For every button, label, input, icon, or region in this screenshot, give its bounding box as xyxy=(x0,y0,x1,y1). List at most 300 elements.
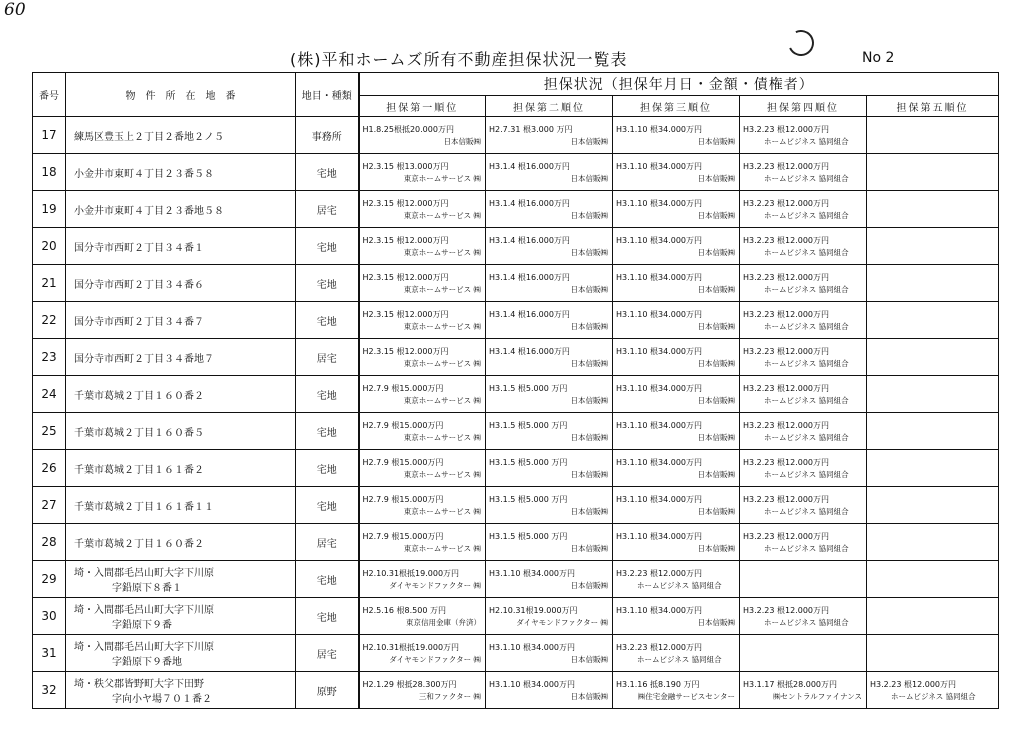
collateral-amount: H3.1.4 根16.000万円 xyxy=(489,199,570,208)
collateral-table xyxy=(32,72,999,709)
row-number: 18 xyxy=(33,154,66,191)
collateral-rank-5 xyxy=(867,561,999,598)
collateral-amount: H3.1.10 根34.000万円 xyxy=(616,347,702,356)
collateral-amount: H3.2.23 根12.000万円 xyxy=(743,310,829,319)
collateral-amount: H3.1.4 根16.000万円 xyxy=(489,162,570,171)
collateral-rank-5 xyxy=(867,376,999,413)
property-location xyxy=(66,302,296,339)
creditor-name: 東京ホームサービス ㈱ xyxy=(403,470,481,479)
row-number: 32 xyxy=(33,672,66,709)
collateral-rank-2 xyxy=(486,672,613,709)
collateral-amount: H3.1.5 根5.000 万円 xyxy=(489,384,568,393)
collateral-rank-2 xyxy=(486,117,613,154)
location-line-2: 字向小ヤ場７０１番２ xyxy=(112,694,212,705)
collateral-rank-5 xyxy=(867,339,999,376)
collateral-amount: H2.3.15 根12.000万円 xyxy=(362,310,449,319)
collateral-amount: H2.3.15 根12.000万円 xyxy=(362,199,449,208)
creditor-name: 東京ホームサービス ㈱ xyxy=(403,285,481,294)
collateral-amount: H3.2.23 根12.000万円 xyxy=(743,162,829,171)
header-rank-4: 担保第四順位 xyxy=(740,96,867,117)
collateral-amount: H3.1.4 根16.000万円 xyxy=(489,273,570,282)
table-row xyxy=(33,376,999,413)
creditor-name: 三和ファクター ㈱ xyxy=(418,692,481,701)
collateral-amount: H3.1.5 根5.000 万円 xyxy=(489,458,568,467)
collateral-rank-2 xyxy=(486,635,613,672)
collateral-rank-3 xyxy=(613,265,740,302)
collateral-amount: H2.7.9 根15.000万円 xyxy=(362,532,444,541)
collateral-amount: H2.3.15 根13.000万円 xyxy=(362,162,449,171)
table-row xyxy=(33,191,999,228)
land-type: 宅地 xyxy=(296,487,359,524)
creditor-name: ダイヤモンドファクター ㈱ xyxy=(389,581,481,590)
location-line-1: 国分寺市西町２丁目３４番１ xyxy=(74,242,204,254)
creditor-name: ホームビジネス 協同組合 xyxy=(891,692,976,701)
location-line-1: 埼・秩父郡皆野町大字下田野 xyxy=(74,679,204,690)
collateral-amount: H3.2.23 根12.000万円 xyxy=(616,643,702,652)
creditor-name: 日本信販㈱ xyxy=(570,211,608,220)
collateral-rank-4 xyxy=(740,450,867,487)
creditor-name: 日本信販㈱ xyxy=(570,285,608,294)
property-location xyxy=(66,524,296,561)
table-row xyxy=(33,635,999,672)
collateral-rank-4 xyxy=(740,117,867,154)
creditor-name: 日本信販㈱ xyxy=(697,285,735,294)
creditor-name: ホームビジネス 協同組合 xyxy=(764,285,849,294)
row-number: 20 xyxy=(33,228,66,265)
collateral-amount: H2.5.16 根8.500 万円 xyxy=(362,606,446,615)
table-row xyxy=(33,413,999,450)
creditor-name: 日本信販㈱ xyxy=(570,433,608,442)
creditor-name: 日本信販㈱ xyxy=(697,544,735,553)
land-type: 宅地 xyxy=(296,376,359,413)
collateral-amount: H3.2.23 根12.000万円 xyxy=(743,125,829,134)
collateral-amount: H3.2.23 根12.000万円 xyxy=(743,384,829,393)
land-type: 居宅 xyxy=(296,339,359,376)
property-location xyxy=(66,450,296,487)
property-location xyxy=(66,413,296,450)
collateral-amount: H3.1.10 根34.000万円 xyxy=(616,236,702,245)
collateral-amount: H3.2.23 根12.000万円 xyxy=(870,680,956,689)
creditor-name: 日本信販㈱ xyxy=(570,692,608,701)
collateral-amount: H2.7.9 根15.000万円 xyxy=(362,421,444,430)
land-type: 居宅 xyxy=(296,635,359,672)
land-type: 居宅 xyxy=(296,524,359,561)
property-location xyxy=(66,154,296,191)
collateral-amount: H3.1.4 根16.000万円 xyxy=(489,347,570,356)
creditor-name: ホームビジネス 協同組合 xyxy=(764,137,849,146)
collateral-rank-5 xyxy=(867,672,999,709)
collateral-amount: H3.1.10 根34.000万円 xyxy=(616,310,702,319)
header-type: 地目・種類 xyxy=(296,73,359,117)
creditor-name: ダイヤモンドファクター ㈱ xyxy=(516,618,608,627)
collateral-rank-4 xyxy=(740,487,867,524)
collateral-rank-2 xyxy=(486,376,613,413)
collateral-rank-1 xyxy=(359,265,486,302)
land-type: 宅地 xyxy=(296,302,359,339)
row-number: 29 xyxy=(33,561,66,598)
collateral-rank-4 xyxy=(740,635,867,672)
property-location xyxy=(66,265,296,302)
collateral-rank-2 xyxy=(486,524,613,561)
table-row xyxy=(33,154,999,191)
creditor-name: ㈱セントラルファイナンス xyxy=(772,692,862,701)
location-line-1: 埼・入間郡毛呂山町大字下川原 xyxy=(74,568,214,579)
property-location xyxy=(66,561,296,598)
collateral-amount: H3.1.10 根34.000万円 xyxy=(616,125,702,134)
creditor-name: ホームビジネス 協同組合 xyxy=(764,433,849,442)
location-line-1: 千葉市葛城２丁目１６０番５ xyxy=(74,427,204,439)
collateral-amount: H3.2.23 根12.000万円 xyxy=(743,495,829,504)
collateral-rank-5 xyxy=(867,413,999,450)
row-number: 24 xyxy=(33,376,66,413)
land-type: 宅地 xyxy=(296,598,359,635)
creditor-name: 日本信販㈱ xyxy=(697,507,735,516)
collateral-amount: H2.10.31根抵19.000万円 xyxy=(362,643,460,652)
collateral-amount: H3.1.17 根抵28.000万円 xyxy=(743,680,837,689)
collateral-rank-1 xyxy=(359,376,486,413)
collateral-rank-3 xyxy=(613,561,740,598)
collateral-amount: H3.1.5 根5.000 万円 xyxy=(489,421,568,430)
creditor-name: 日本信販㈱ xyxy=(697,174,735,183)
land-type: 宅地 xyxy=(296,154,359,191)
collateral-rank-2 xyxy=(486,561,613,598)
collateral-rank-4 xyxy=(740,191,867,228)
row-number: 31 xyxy=(33,635,66,672)
creditor-name: 日本信販㈱ xyxy=(697,396,735,405)
collateral-rank-2 xyxy=(486,487,613,524)
collateral-rank-1 xyxy=(359,598,486,635)
collateral-rank-1 xyxy=(359,672,486,709)
collateral-amount: H3.2.23 根12.000万円 xyxy=(616,569,702,578)
table-row xyxy=(33,265,999,302)
collateral-rank-3 xyxy=(613,487,740,524)
land-type: 宅地 xyxy=(296,450,359,487)
creditor-name: 東京ホームサービス ㈱ xyxy=(403,322,481,331)
collateral-amount: H3.1.5 根5.000 万円 xyxy=(489,532,568,541)
collateral-amount: H3.1.16 抵8.190 万円 xyxy=(616,680,700,689)
collateral-amount: H3.1.4 根16.000万円 xyxy=(489,236,570,245)
collateral-rank-5 xyxy=(867,117,999,154)
collateral-rank-4 xyxy=(740,561,867,598)
collateral-rank-5 xyxy=(867,302,999,339)
collateral-amount: H2.7.9 根15.000万円 xyxy=(362,384,444,393)
collateral-rank-4 xyxy=(740,524,867,561)
collateral-amount: H3.1.10 根34.000万円 xyxy=(489,680,575,689)
collateral-rank-3 xyxy=(613,450,740,487)
property-location xyxy=(66,635,296,672)
collateral-rank-5 xyxy=(867,228,999,265)
property-location xyxy=(66,487,296,524)
collateral-amount: H1.8.25根抵20.000万円 xyxy=(362,125,454,134)
collateral-rank-1 xyxy=(359,561,486,598)
collateral-rank-3 xyxy=(613,376,740,413)
collateral-rank-1 xyxy=(359,191,486,228)
collateral-amount: H3.1.10 根34.000万円 xyxy=(616,384,702,393)
table-row xyxy=(33,450,999,487)
collateral-rank-3 xyxy=(613,154,740,191)
header-no: 番号 xyxy=(33,73,66,117)
property-location xyxy=(66,228,296,265)
row-number: 25 xyxy=(33,413,66,450)
land-type: 宅地 xyxy=(296,413,359,450)
header-collateral-status: 担保状況（担保年月日・金額・債権者） xyxy=(359,73,999,96)
collateral-rank-1 xyxy=(359,450,486,487)
creditor-name: 日本信販㈱ xyxy=(570,507,608,516)
collateral-rank-3 xyxy=(613,339,740,376)
header-rank-1: 担保第一順位 xyxy=(359,96,486,117)
creditor-name: 東京ホームサービス ㈱ xyxy=(403,544,481,553)
table-row xyxy=(33,117,999,154)
creditor-name: 日本信販㈱ xyxy=(570,396,608,405)
creditor-name: 東京ホームサービス ㈱ xyxy=(403,359,481,368)
row-number: 19 xyxy=(33,191,66,228)
collateral-rank-5 xyxy=(867,265,999,302)
collateral-amount: H2.10.31根抵19.000万円 xyxy=(362,569,460,578)
property-location xyxy=(66,117,296,154)
creditor-name: 日本信販㈱ xyxy=(697,211,735,220)
creditor-name: ホームビジネス 協同組合 xyxy=(764,174,849,183)
header-rank-5: 担保第五順位 xyxy=(867,96,999,117)
land-type: 原野 xyxy=(296,672,359,709)
location-line-2: 字鉛原下８番１ xyxy=(112,583,182,594)
creditor-name: 日本信販㈱ xyxy=(570,174,608,183)
creditor-name: 東京ホームサービス ㈱ xyxy=(403,211,481,220)
collateral-rank-5 xyxy=(867,154,999,191)
creditor-name: ホームビジネス 協同組合 xyxy=(764,396,849,405)
collateral-rank-2 xyxy=(486,302,613,339)
location-line-2: 字鉛原下９番地 xyxy=(112,657,182,668)
land-type: 居宅 xyxy=(296,191,359,228)
collateral-rank-5 xyxy=(867,191,999,228)
collateral-amount: H3.2.23 根12.000万円 xyxy=(743,199,829,208)
table-row xyxy=(33,524,999,561)
collateral-rank-4 xyxy=(740,154,867,191)
creditor-name: 東京信用金庫（弁済） xyxy=(406,618,481,627)
collateral-amount: H3.2.23 根12.000万円 xyxy=(743,236,829,245)
collateral-rank-4 xyxy=(740,339,867,376)
location-line-1: 千葉市葛城２丁目１６１番２ xyxy=(74,464,204,476)
row-number: 30 xyxy=(33,598,66,635)
table-row xyxy=(33,598,999,635)
creditor-name: 東京ホームサービス ㈱ xyxy=(403,396,481,405)
creditor-name: ホームビジネス 協同組合 xyxy=(764,359,849,368)
collateral-rank-3 xyxy=(613,672,740,709)
collateral-amount: H3.1.10 根34.000万円 xyxy=(616,606,702,615)
land-type: 宅地 xyxy=(296,228,359,265)
collateral-rank-1 xyxy=(359,339,486,376)
collateral-rank-4 xyxy=(740,376,867,413)
table-row xyxy=(33,487,999,524)
collateral-rank-2 xyxy=(486,339,613,376)
land-type: 宅地 xyxy=(296,561,359,598)
collateral-rank-3 xyxy=(613,524,740,561)
creditor-name: 日本信販㈱ xyxy=(570,359,608,368)
creditor-name: 日本信販㈱ xyxy=(570,137,608,146)
collateral-rank-2 xyxy=(486,228,613,265)
collateral-amount: H3.2.23 根12.000万円 xyxy=(743,421,829,430)
row-number: 27 xyxy=(33,487,66,524)
header-rank-2: 担保第二順位 xyxy=(486,96,613,117)
page-number: No 2 xyxy=(862,50,895,66)
collateral-amount: H2.7.9 根15.000万円 xyxy=(362,458,444,467)
collateral-amount: H3.1.5 根5.000 万円 xyxy=(489,495,568,504)
collateral-rank-3 xyxy=(613,302,740,339)
collateral-amount: H2.10.31根19.000万円 xyxy=(489,606,578,615)
table-row xyxy=(33,672,999,709)
creditor-name: ホームビジネス 協同組合 xyxy=(764,544,849,553)
creditor-name: 東京ホームサービス ㈱ xyxy=(403,248,481,257)
collateral-rank-2 xyxy=(486,413,613,450)
header-rank-3: 担保第三順位 xyxy=(613,96,740,117)
creditor-name: 日本信販㈱ xyxy=(570,581,608,590)
collateral-amount: H2.1.29 根抵28.300万円 xyxy=(362,680,457,689)
collateral-rank-4 xyxy=(740,672,867,709)
creditor-name: 日本信販㈱ xyxy=(443,137,481,146)
creditor-name: 日本信販㈱ xyxy=(697,248,735,257)
collateral-rank-4 xyxy=(740,413,867,450)
creditor-name: 日本信販㈱ xyxy=(697,359,735,368)
collateral-amount: H3.2.23 根12.000万円 xyxy=(743,532,829,541)
collateral-rank-4 xyxy=(740,228,867,265)
creditor-name: ダイヤモンドファクター ㈱ xyxy=(389,655,481,664)
collateral-amount: H3.1.10 根34.000万円 xyxy=(616,495,702,504)
collateral-rank-4 xyxy=(740,302,867,339)
location-line-1: 練馬区豊玉上２丁目２番地２ノ５ xyxy=(74,131,224,143)
collateral-rank-1 xyxy=(359,487,486,524)
creditor-name: 日本信販㈱ xyxy=(570,655,608,664)
creditor-name: 東京ホームサービス ㈱ xyxy=(403,174,481,183)
table-row xyxy=(33,302,999,339)
collateral-rank-3 xyxy=(613,117,740,154)
property-location xyxy=(66,672,296,709)
creditor-name: 日本信販㈱ xyxy=(697,618,735,627)
location-line-1: 埼・入間郡毛呂山町大字下川原 xyxy=(74,605,214,616)
collateral-amount: H3.2.23 根12.000万円 xyxy=(743,347,829,356)
creditor-name: 日本信販㈱ xyxy=(697,322,735,331)
location-line-1: 国分寺市西町２丁目３４番地７ xyxy=(74,353,214,365)
collateral-amount: H3.1.10 根34.000万円 xyxy=(616,532,702,541)
row-number: 28 xyxy=(33,524,66,561)
collateral-amount: H3.2.23 根12.000万円 xyxy=(743,458,829,467)
margin-note: 60 xyxy=(4,0,26,20)
table-row xyxy=(33,339,999,376)
creditor-name: 東京ホームサービス ㈱ xyxy=(403,433,481,442)
location-line-1: 千葉市葛城２丁目１６０番２ xyxy=(74,538,204,550)
row-number: 22 xyxy=(33,302,66,339)
page-title: (株)平和ホームズ所有不動産担保状況一覧表 xyxy=(290,50,628,69)
collateral-amount: H3.1.10 根34.000万円 xyxy=(616,162,702,171)
location-line-1: 千葉市葛城２丁目１６０番２ xyxy=(74,390,204,402)
land-type: 宅地 xyxy=(296,265,359,302)
creditor-name: ホームビジネス 協同組合 xyxy=(764,248,849,257)
collateral-amount: H2.3.15 根12.000万円 xyxy=(362,236,449,245)
circle-mark-icon xyxy=(784,26,817,59)
creditor-name: ホームビジネス 協同組合 xyxy=(764,211,849,220)
collateral-rank-5 xyxy=(867,450,999,487)
location-line-1: 小金井市東町４丁目２３番地５８ xyxy=(74,205,224,217)
table-row xyxy=(33,228,999,265)
collateral-rank-5 xyxy=(867,598,999,635)
location-line-2: 字鉛原下９番 xyxy=(112,620,172,631)
location-line-1: 国分寺市西町２丁目３４番６ xyxy=(74,279,204,291)
collateral-amount: H3.2.23 根12.000万円 xyxy=(743,273,829,282)
collateral-amount: H2.7.31 根3.000 万円 xyxy=(489,125,573,134)
collateral-amount: H2.3.15 根12.000万円 xyxy=(362,273,449,282)
collateral-rank-3 xyxy=(613,413,740,450)
collateral-rank-2 xyxy=(486,154,613,191)
collateral-rank-1 xyxy=(359,413,486,450)
creditor-name: 日本信販㈱ xyxy=(570,322,608,331)
collateral-amount: H3.1.10 根34.000万円 xyxy=(616,458,702,467)
collateral-rank-1 xyxy=(359,228,486,265)
collateral-rank-2 xyxy=(486,598,613,635)
collateral-amount: H3.2.23 根12.000万円 xyxy=(743,606,829,615)
collateral-rank-3 xyxy=(613,635,740,672)
collateral-rank-5 xyxy=(867,524,999,561)
row-number: 21 xyxy=(33,265,66,302)
collateral-amount: H3.1.10 根34.000万円 xyxy=(616,199,702,208)
collateral-amount: H2.3.15 根12.000万円 xyxy=(362,347,449,356)
collateral-amount: H3.1.10 根34.000万円 xyxy=(489,569,575,578)
row-number: 23 xyxy=(33,339,66,376)
row-number: 17 xyxy=(33,117,66,154)
creditor-name: ホームビジネス 協同組合 xyxy=(764,322,849,331)
collateral-rank-3 xyxy=(613,598,740,635)
creditor-name: ホームビジネス 協同組合 xyxy=(764,470,849,479)
collateral-rank-5 xyxy=(867,635,999,672)
row-number: 26 xyxy=(33,450,66,487)
collateral-rank-3 xyxy=(613,228,740,265)
property-location xyxy=(66,376,296,413)
location-line-1: 埼・入間郡毛呂山町大字下川原 xyxy=(74,642,214,653)
collateral-rank-1 xyxy=(359,117,486,154)
creditor-name: 日本信販㈱ xyxy=(697,470,735,479)
property-location xyxy=(66,598,296,635)
collateral-rank-1 xyxy=(359,302,486,339)
location-line-1: 国分寺市西町２丁目３４番７ xyxy=(74,316,204,328)
creditor-name: 日本信販㈱ xyxy=(570,470,608,479)
property-location xyxy=(66,191,296,228)
collateral-amount: H2.7.9 根15.000万円 xyxy=(362,495,444,504)
creditor-name: 日本信販㈱ xyxy=(570,544,608,553)
collateral-rank-4 xyxy=(740,598,867,635)
header-location: 物 件 所 在 地 番 xyxy=(66,73,296,117)
creditor-name: ㈱住宅金融サービスセンター xyxy=(637,692,735,701)
table-row xyxy=(33,561,999,598)
collateral-amount: H3.1.10 根34.000万円 xyxy=(616,273,702,282)
creditor-name: ホームビジネス 協同組合 xyxy=(637,655,722,664)
creditor-name: ホームビジネス 協同組合 xyxy=(764,507,849,516)
collateral-rank-1 xyxy=(359,524,486,561)
collateral-rank-4 xyxy=(740,265,867,302)
land-type: 事務所 xyxy=(296,117,359,154)
collateral-rank-2 xyxy=(486,450,613,487)
location-line-1: 小金井市東町４丁目２３番５８ xyxy=(74,168,214,180)
collateral-rank-2 xyxy=(486,265,613,302)
collateral-rank-1 xyxy=(359,154,486,191)
collateral-amount: H3.1.4 根16.000万円 xyxy=(489,310,570,319)
location-line-1: 千葉市葛城２丁目１６１番１１ xyxy=(74,501,214,513)
creditor-name: 日本信販㈱ xyxy=(570,248,608,257)
collateral-rank-5 xyxy=(867,487,999,524)
collateral-rank-2 xyxy=(486,191,613,228)
creditor-name: 日本信販㈱ xyxy=(697,433,735,442)
creditor-name: ホームビジネス 協同組合 xyxy=(764,618,849,627)
property-location xyxy=(66,339,296,376)
creditor-name: 東京ホームサービス ㈱ xyxy=(403,507,481,516)
collateral-amount: H3.1.10 根34.000万円 xyxy=(616,421,702,430)
collateral-rank-3 xyxy=(613,191,740,228)
